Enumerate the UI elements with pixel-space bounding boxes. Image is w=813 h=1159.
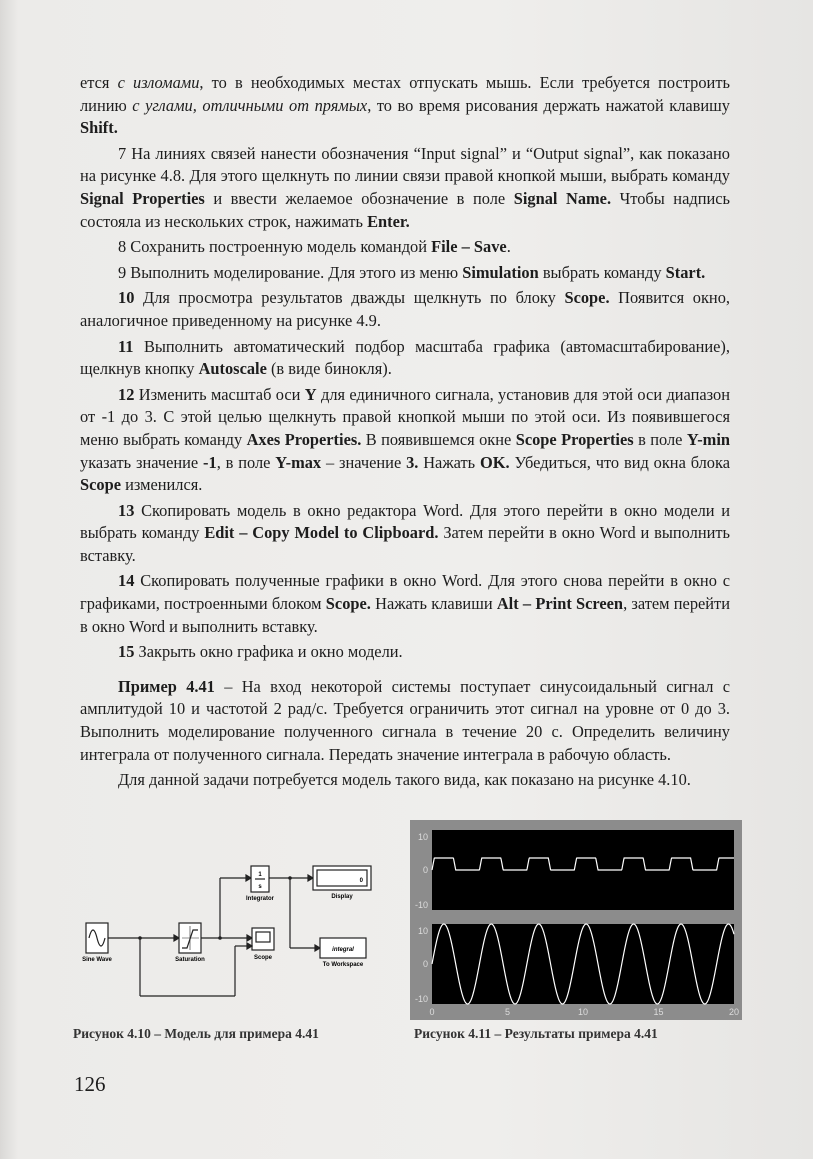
- text-run: 8 Сохранить построенную модель командой: [118, 237, 432, 257]
- text-run: Затем перейти в окно Word и выполнить вставку.: [80, 523, 731, 565]
- top-y-tick-zero: 0: [422, 865, 428, 875]
- text-run: Для данной задачи потребуется модель такого вида, как показано на рисунке 4.10.: [118, 770, 691, 790]
- bold-text: 13: [118, 500, 135, 520]
- display-label: Display: [331, 894, 353, 900]
- figure-4-11-caption: Рисунок 4.11 – Результаты примера 4.41: [414, 1026, 658, 1041]
- text-run: Чтобы надпись состояла из нескольких строк, нажимать: [80, 188, 730, 231]
- integrator-label: Integrator: [245, 896, 275, 902]
- text-run: Появится окно, аналогичное приведенному на рисунке 4.9.: [80, 288, 730, 330]
- text-run: , затем перейти в окно Word и выполнить вставку.: [80, 594, 730, 636]
- bold-text: Y: [304, 384, 317, 404]
- paragraph: [80, 236, 730, 259]
- paragraph: [80, 143, 730, 233]
- scope-label: Scope: [253, 955, 273, 961]
- x-tick-label: 10: [577, 1007, 589, 1017]
- bold-text: Пример 4.41: [118, 676, 215, 696]
- text-run: – значение: [321, 452, 407, 472]
- text-run: Нажать клавиши: [370, 594, 497, 614]
- page-number: 126: [74, 1072, 106, 1096]
- bold-text: OK.: [480, 452, 510, 472]
- bold-text: Autoscale: [198, 359, 267, 379]
- text-run: Нажать: [418, 452, 480, 472]
- x-tick-label: 5: [504, 1007, 511, 1017]
- simulink-model-diagram: [70, 838, 390, 1008]
- text-run: В появившемся окне: [361, 429, 516, 449]
- scope-block: [252, 928, 274, 950]
- top-y-tick-max: 10: [417, 832, 428, 842]
- italic-text: с углами, отличными от прямых: [132, 95, 368, 115]
- paragraph: [80, 336, 730, 381]
- bold-text: Signal Name.: [513, 188, 612, 208]
- text-run: , то в необходимых местах отпускать мышь. Если требуется построить линию: [80, 73, 730, 115]
- top-y-tick-min: -10: [414, 900, 428, 910]
- text-run: .: [506, 237, 511, 257]
- text-run: , в поле: [216, 452, 276, 472]
- text-run: 9 Выполнить моделирование. Для этого из меню: [118, 262, 463, 282]
- x-tick-label: 20: [728, 1007, 740, 1017]
- paragraph: [80, 676, 730, 766]
- integrator-denominator: s: [258, 884, 262, 890]
- paragraph: [80, 769, 730, 792]
- bold-text: 3.: [406, 452, 419, 472]
- bold-text: 12: [118, 384, 135, 404]
- bold-text: Y-max: [275, 452, 322, 472]
- bottom-y-tick-max: 10: [417, 926, 428, 936]
- bottom-y-tick-min: -10: [414, 994, 428, 1004]
- bold-text: File – Save: [431, 237, 507, 257]
- text-run: указать значение: [80, 452, 204, 472]
- bold-text: -1: [203, 452, 217, 472]
- bold-text: Scope.: [564, 288, 610, 308]
- text-run: (в виде бинокля).: [266, 359, 392, 379]
- bold-text: Shift.: [80, 118, 118, 138]
- text-run: Скопировать полученные графики в окно Word. Для этого снова перейти в окно с графиками, построенными блоком: [80, 571, 730, 614]
- bold-text: 11: [118, 336, 134, 356]
- bold-text: Start.: [665, 262, 706, 282]
- bottom-y-tick-zero: 0: [422, 959, 428, 969]
- text-run: Для просмотра результатов дважды щелкнуть по блоку: [134, 288, 565, 308]
- figures-row: [60, 818, 740, 1048]
- text-run: Скопировать модель в окно редактора Word. Для этого перейти в окно модели и выбрать команду: [80, 500, 730, 543]
- display-value: 0: [359, 878, 363, 884]
- text-run: – На вход некоторой системы поступает синусоидальный сигнал с амплитудой 10 и частотой 2 рад/с. Требуется ограничить этот сигнал на уровне от 0 до 3. Выполнить моделирование полученного сигнала в течение 20 с. Определить величину интеграла от полученного сигнала. Передать значение интеграла в рабочую область.: [80, 676, 730, 764]
- text-run: для единичного сигнала, установив для этой оси диапазон от -1 до 3. С этой целью щелкнуть правой кнопкой мыши по этой оси. Из появившегося меню выбрать команду: [80, 384, 731, 449]
- sine-wave-label: Sine Wave: [82, 957, 112, 963]
- text-run: в поле: [633, 429, 687, 449]
- text-run: Выполнить автоматический подбор масштаба графика (автомасштабирование), щелкнув кнопку: [80, 336, 730, 379]
- x-tick-label: 15: [653, 1007, 664, 1017]
- text-run: Убедиться, что вид окна блока: [509, 452, 730, 472]
- text-run: и ввести желаемое обозначение в поле: [204, 188, 514, 208]
- bold-text: Scope.: [325, 594, 371, 614]
- to-workspace-label: To Workspace: [322, 962, 364, 968]
- integrator-numerator: 1: [258, 872, 262, 878]
- bold-text: Axes Properties.: [246, 429, 362, 449]
- text-run: 7: [118, 143, 132, 163]
- paragraph: [80, 641, 730, 664]
- text-run: , то во время рисования держать нажатой клавишу: [367, 95, 730, 115]
- text-run: Закрыть окно графика и окно модели.: [134, 642, 403, 662]
- italic-text: с изломами: [117, 73, 200, 92]
- bold-text: 10: [118, 288, 135, 308]
- paragraph: [80, 500, 730, 568]
- text-run: На линиях связей нанести обозначения “Input signal” и “Output signal”, как показано на рисунке 4.8. Для этого щелкнуть по линии связи правой кнопкой мыши, выбрать команду: [80, 143, 730, 186]
- bold-text: Alt – Print Screen: [496, 594, 624, 614]
- paragraph: [80, 287, 730, 332]
- text-run: Изменить масштаб оси: [134, 384, 305, 404]
- text-run: выбрать команду: [538, 262, 666, 282]
- text-run: изменился.: [120, 475, 203, 495]
- bold-text: Y-min: [686, 429, 731, 449]
- bold-text: Signal Properties: [80, 188, 205, 208]
- text-run: ется: [80, 73, 118, 92]
- paragraph: [80, 384, 730, 497]
- bold-text: 15: [118, 642, 135, 662]
- paragraph: [80, 72, 730, 140]
- bold-text: 14: [118, 571, 135, 591]
- x-tick-label: 0: [429, 1007, 435, 1017]
- paragraph: [80, 262, 730, 285]
- scope-output-plot: [410, 820, 742, 1020]
- paragraph: [80, 570, 730, 638]
- bold-text: Scope: [80, 475, 121, 495]
- bold-text: Scope Properties: [515, 429, 634, 449]
- saturation-label: Saturation: [175, 957, 205, 963]
- bold-text: Enter.: [367, 211, 410, 231]
- bold-text: Simulation: [462, 262, 539, 282]
- bold-text: Edit – Copy Model to Clipboard.: [204, 523, 439, 543]
- figure-4-10-caption: Рисунок 4.10 – Модель для примера 4.41: [73, 1026, 319, 1041]
- body-text: [80, 72, 730, 792]
- to-workspace-variable: integral: [332, 947, 354, 953]
- scope-bottom-axes: [432, 924, 734, 1004]
